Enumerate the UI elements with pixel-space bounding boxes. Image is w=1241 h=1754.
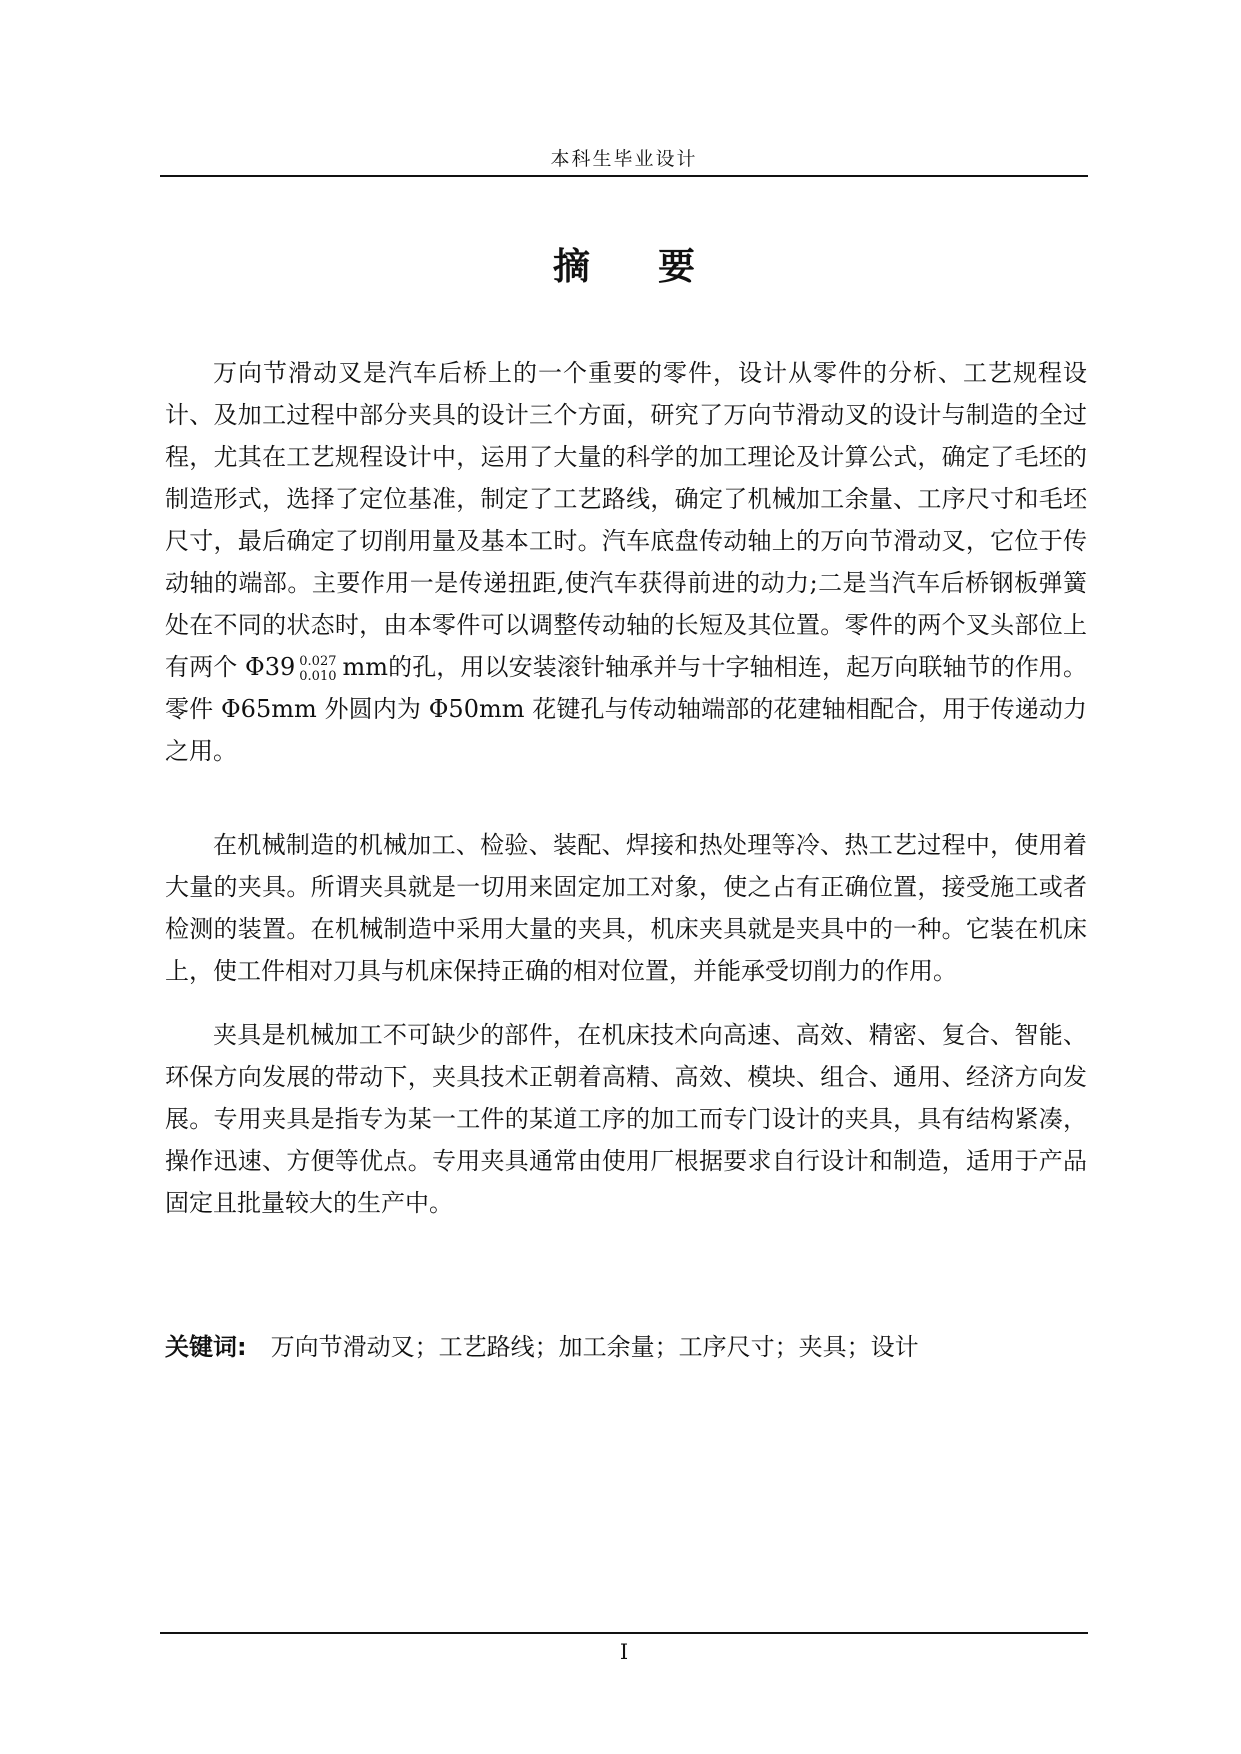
footer-rule bbox=[160, 1632, 1088, 1634]
header-rule bbox=[160, 175, 1088, 177]
abstract-title-char-1: 摘 bbox=[553, 245, 590, 288]
page-header: 本科生毕业设计 bbox=[550, 148, 698, 170]
keywords-text: 万向节滑动叉；工艺路线；加工余量；工序尺寸；夹具；设计 bbox=[270, 1333, 919, 1361]
page-number: I bbox=[619, 1640, 629, 1664]
tolerance-upper: 0.027 bbox=[299, 653, 337, 669]
paragraph-1-text-end: mm的孔，用以安装滚针轴承并与十字轴相连，起万向联轴节的作用。零件 Φ65mm 外圆内为 Φ50mm 花键孔与传动轴端部的花建轴相配合，用于传递动力之用。 bbox=[165, 653, 1088, 765]
abstract-paragraph-1 bbox=[165, 352, 1087, 772]
abstract-paragraph-2 bbox=[165, 824, 1087, 992]
paragraph-2-text: 在机械制造的机械加工、检验、装配、焊接和热处理等冷、热工艺过程中，使用着大量的夹具。所谓夹具就是一切用来固定加工对象，使之占有正确位置，接受施工或者检测的装置。在机械制造中采用大量的夹具，机床夹具就是夹具中的一种。它装在机床上，使工件相对刀具与机床保持正确的相对位置，并能承受切削力的作用。 bbox=[165, 831, 1087, 985]
abstract-paragraph-3 bbox=[165, 1014, 1087, 1224]
tolerance-stack bbox=[299, 654, 336, 684]
paragraph-3-text: 夹具是机械加工不可缺少的部件，在机床技术向高速、高效、精密、复合、智能、环保方向发展的带动下，夹具技术正朝着高精、高效、模块、组合、通用、经济方向发展。专用夹具是指专为某一工件的某道工序的加工而专门设计的夹具，具有结构紧凑，操作迅速、方便等优点。专用夹具通常由使用厂根据要求自行设计和制造，适用于产品固定且批量较大的生产中。 bbox=[165, 1021, 1087, 1217]
abstract-title-char-2: 要 bbox=[658, 245, 695, 288]
tolerance-lower: 0.010 bbox=[299, 668, 337, 684]
paragraph-1-text-start: 万向节滑动叉是汽车后桥上的一个重要的零件，设计从零件的分析、工艺规程设计、及加工过程中部分夹具的设计三个方面，研究了万向节滑动叉的设计与制造的全过程，尤其在工艺规程设计中，运用了大量的科学的加工理论及计算公式，确定了毛坯的制造形式，选择了定位基准，制定了工艺路线，确定了机械加工余量、工序尺寸和毛坯尺寸，最后确定了切削用量及基本工时。汽车底盘传动轴上的万向节滑动叉，它位于传动轴的端部。主要作用一是传递扭距,使汽车获得前进的动力;二是当汽车后桥钢板弹簧处在不同的状态时，由本零件可以调整传动轴的长短及其位置。零件的两个叉头部位上有两个 Φ39 bbox=[165, 359, 1087, 681]
keywords-label: 关键词: bbox=[165, 1333, 247, 1361]
keywords-line bbox=[165, 1330, 1087, 1364]
abstract-title bbox=[160, 240, 1088, 294]
